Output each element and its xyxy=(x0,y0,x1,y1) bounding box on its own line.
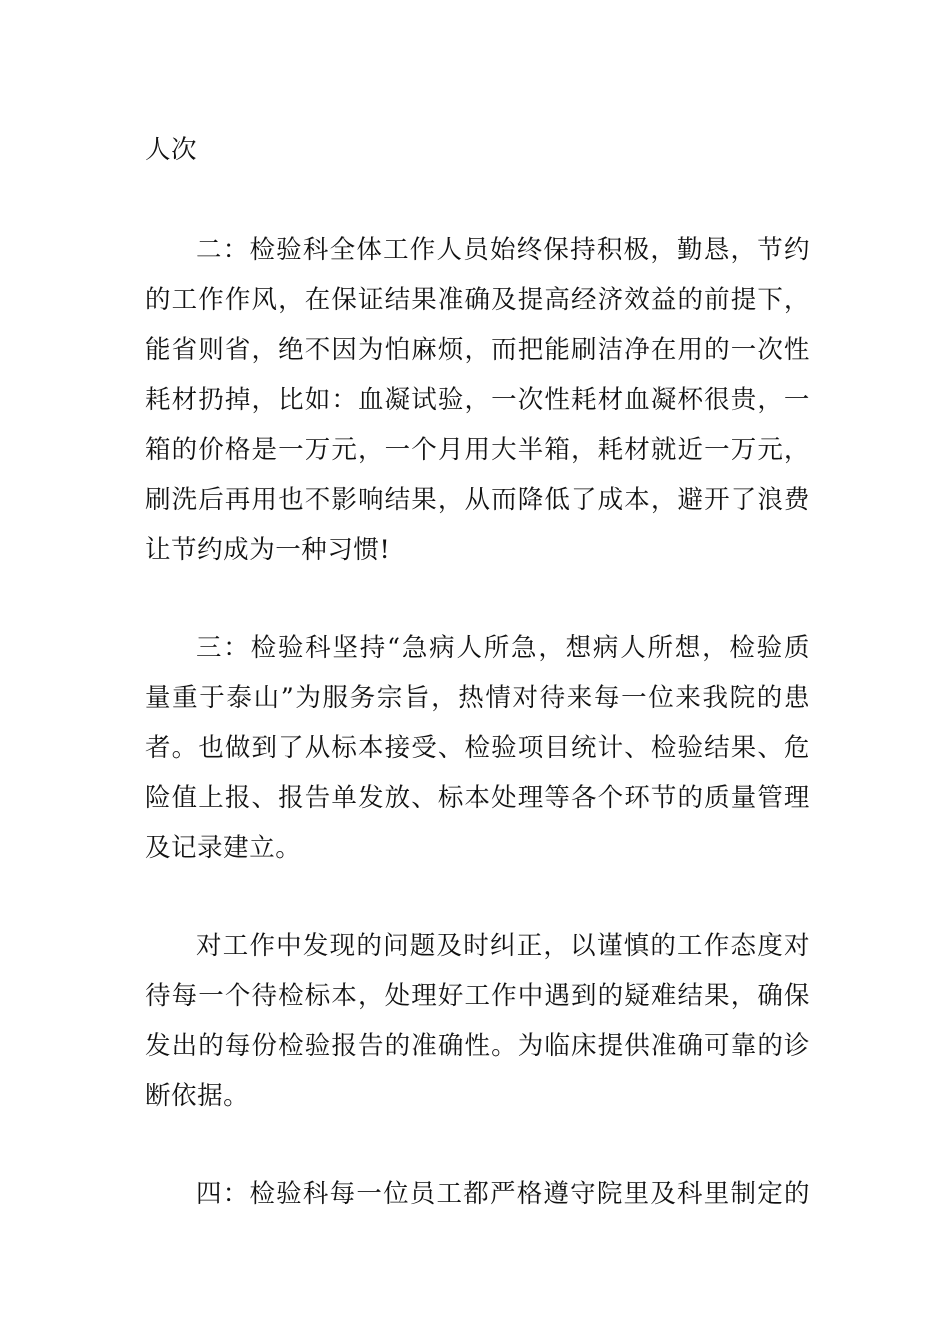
paragraph-line: 对工作中发现的问题及时纠正，以谨慎的工作态度对 xyxy=(196,931,810,961)
paragraph-line: 及记录建立。 xyxy=(145,833,302,863)
paragraph-line: 箱的价格是一万元，一个月用大半箱，耗材就近一万元， xyxy=(145,435,810,465)
paragraph-line: 刷洗后再用也不影响结果，从而降低了成本，避开了浪费 xyxy=(145,485,810,515)
paragraph-line: 发出的每份检验报告的准确性。为临床提供准确可靠的诊 xyxy=(145,1031,810,1061)
paragraph-line: 险值上报、报告单发放、标本处理等各个环节的质量管理 xyxy=(145,783,810,813)
paragraph-line: 三：检验科坚持“急病人所急，想病人所想，检验质 xyxy=(196,633,810,663)
paragraph-line: 断依据。 xyxy=(145,1081,250,1111)
paragraph-line: 的工作作风，在保证结果准确及提高经济效益的前提下， xyxy=(145,285,810,315)
paragraph-line: 耗材扔掉，比如：血凝试验，一次性耗材血凝杯很贵，一 xyxy=(145,385,810,415)
paragraph-line: 能省则省，绝不因为怕麻烦，而把能刷洁净在用的一次性 xyxy=(145,335,810,365)
paragraph-line: 让节约成为一种习惯! xyxy=(145,535,391,565)
paragraph-line: 二：检验科全体工作人员始终保持积极，勤恳，节约 xyxy=(196,235,810,265)
paragraph-line: 者。也做到了从标本接受、检验项目统计、检验结果、危 xyxy=(145,733,810,763)
paragraph-line: 量重于泰山”为服务宗旨，热情对待来每一位来我院的患 xyxy=(145,683,810,713)
paragraph-line: 人次 xyxy=(145,135,198,165)
paragraph-line: 四：检验科每一位员工都严格遵守院里及科里制定的 xyxy=(196,1179,810,1209)
paragraph-line: 待每一个待检标本，处理好工作中遇到的疑难结果，确保 xyxy=(145,981,810,1011)
